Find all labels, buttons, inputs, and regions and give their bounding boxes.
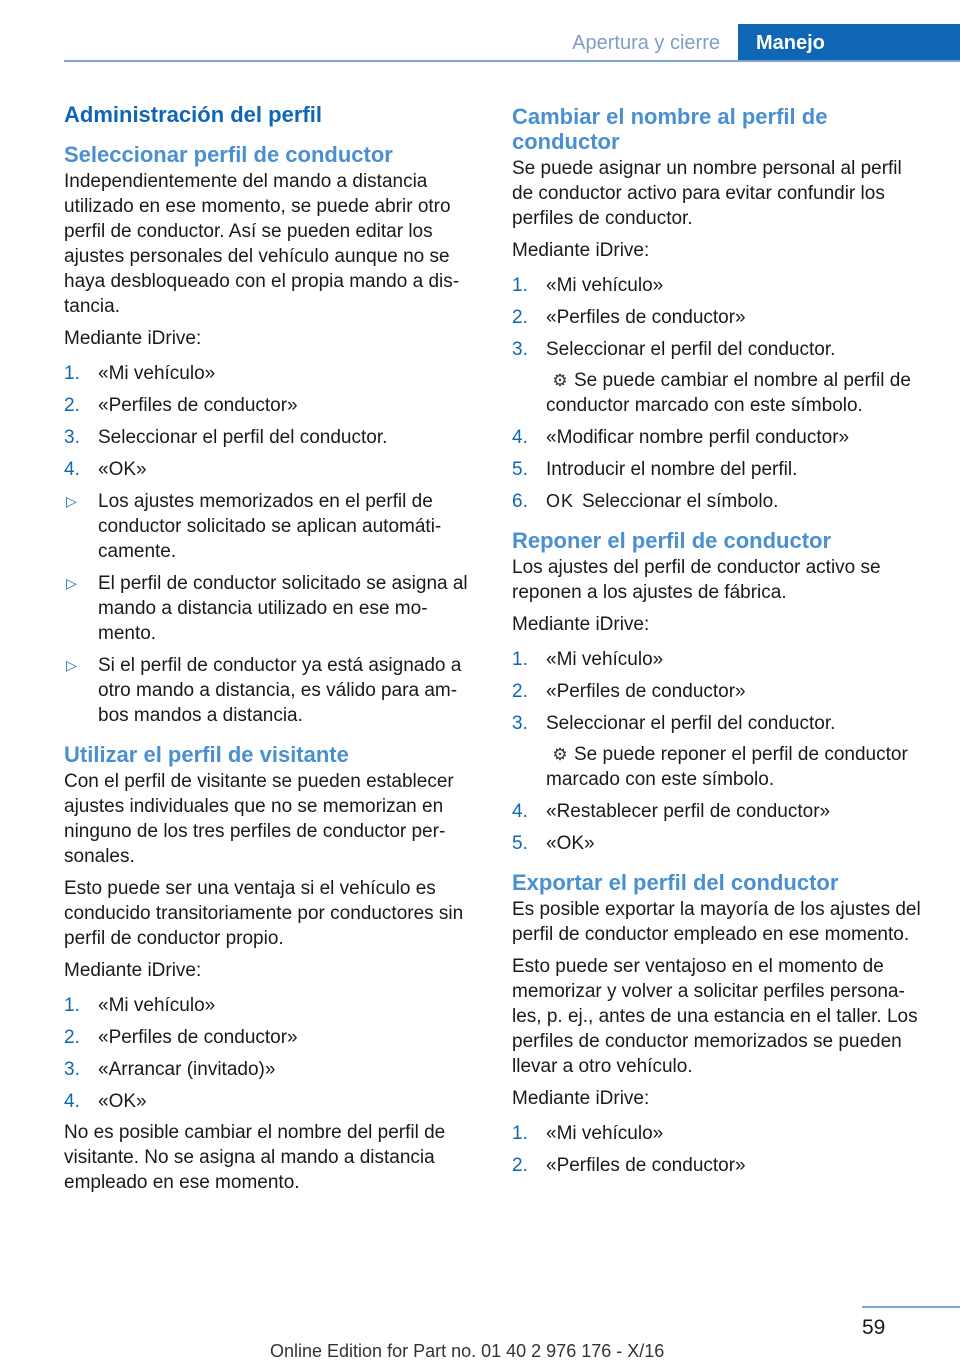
rename-profile-title: Cambiar el nombre al perfil de conductor	[512, 104, 828, 154]
list-item	[512, 708, 926, 796]
step-text: Seleccionar el perfil del conductor.	[98, 427, 388, 448]
triangle-bullet-icon: ▷	[66, 657, 77, 673]
step-number: 1.	[512, 1123, 528, 1144]
list-item	[64, 358, 478, 390]
header-tab-manejo[interactable]: Manejo	[738, 24, 960, 62]
step-number: 3.	[64, 427, 80, 448]
list-item	[64, 1054, 478, 1086]
gear-icon: ⚙	[552, 745, 568, 764]
step-text: Seleccionar el perfil del conductor.	[546, 339, 836, 360]
rename-profile-steps	[512, 270, 926, 518]
gear-icon: ⚙	[552, 371, 568, 390]
bullet-text: Los ajustes memorizados en el perfil de conductor solicitado se aplican automáticamente.	[98, 491, 442, 562]
list-item	[512, 486, 926, 518]
step-text: «Restablecer perfil de conductor»	[546, 801, 831, 822]
step-text: «Mi vehículo»	[546, 1123, 664, 1144]
ok-icon: OK	[546, 491, 575, 511]
step-text: «Modificar nombre perfil conductor»	[546, 427, 850, 448]
export-profile-text: Es posible exportar la mayoría de los ajustes del perfil de conductor empleado en ese momento.	[512, 899, 921, 945]
reset-profile-title: Reponer el perfil de conductor	[512, 528, 832, 553]
step-number: 2.	[512, 681, 528, 702]
step-note	[546, 736, 926, 792]
list-item	[64, 486, 478, 568]
right-column	[512, 100, 926, 1192]
step-number: 1.	[64, 363, 80, 384]
list-item	[512, 270, 926, 302]
step-text: «Arrancar (invitado)»	[98, 1059, 276, 1080]
bullet-text: Si el perfil de conductor ya está asignado a otro mando a distancia, es válido para ambos mandos a distancia.	[98, 655, 462, 726]
section-title: Administración del perfil	[64, 102, 322, 127]
guest-profile-note: No es posible cambiar el nombre del perfil de visitante. No se asigna al mando a distancia empleado en ese momento.	[64, 1122, 446, 1193]
step-number: 2.	[512, 1155, 528, 1176]
header-rule	[64, 60, 960, 62]
list-item	[64, 990, 478, 1022]
list-item	[64, 1022, 478, 1054]
step-number: 6.	[512, 491, 528, 512]
step-number: 3.	[512, 713, 528, 734]
step-text: «Perfiles de conductor»	[546, 681, 746, 702]
list-item	[64, 422, 478, 454]
guest-profile-text: Con el perfil de visitante se pueden establecer ajustes individuales que no se memorizan en ninguno de los tres perfiles de conductor personales.	[64, 771, 454, 867]
export-profile-title: Exportar el perfil del conductor	[512, 870, 839, 895]
step-number: 4.	[64, 459, 80, 480]
step-text: «Mi vehículo»	[98, 363, 216, 384]
list-item	[512, 828, 926, 860]
step-text: «Mi vehículo»	[546, 275, 664, 296]
select-profile-via: Mediante iDrive:	[64, 328, 202, 349]
step-number: 1.	[512, 649, 528, 670]
step-number: 3.	[64, 1059, 80, 1080]
guest-profile-text-2: Esto puede ser una ventaja si el vehículo es conducido transitoriamente por conductores sin perfil de conductor propio.	[64, 878, 464, 949]
step-number: 5.	[512, 459, 528, 480]
step-text: «OK»	[546, 833, 595, 854]
list-item	[64, 650, 478, 732]
reset-profile-via: Mediante iDrive:	[512, 614, 650, 635]
step-text: «Mi vehículo»	[546, 649, 664, 670]
list-item	[512, 796, 926, 828]
export-profile-text-2: Esto puede ser ventajoso en el momento de memorizar y volver a solicitar perfiles personales, p. ej., antes de una estancia en el taller. Los perfiles de conductor memorizados se pueden llevar a otro vehículo.	[512, 956, 918, 1077]
step-text: «Mi vehículo»	[98, 995, 216, 1016]
list-item	[512, 676, 926, 708]
step-text: Introducir el nombre del perfil.	[546, 459, 798, 480]
rename-profile-text: Se puede asignar un nombre personal al perfil de conductor activo para evitar confundir los perfiles de conductor.	[512, 158, 902, 229]
step-number: 2.	[64, 395, 80, 416]
step-number: 1.	[512, 275, 528, 296]
select-profile-steps	[64, 358, 478, 732]
list-item	[512, 422, 926, 454]
select-profile-text: Independientemente del mando a distancia utilizado en ese momento, se puede abrir otro perfil de conductor. Así se pueden editar los ajustes personales del vehículo aunque no se haya desbloqueado con el propia mando a distancia.	[64, 171, 460, 317]
step-number: 1.	[64, 995, 80, 1016]
triangle-bullet-icon: ▷	[66, 493, 77, 509]
list-item	[64, 454, 478, 486]
step-text: «OK»	[98, 1091, 147, 1112]
export-profile-steps	[512, 1118, 926, 1182]
list-item	[64, 568, 478, 650]
edition-line: Online Edition for Part no. 01 40 2 976 176 - X/16	[270, 1341, 665, 1361]
list-item	[512, 1118, 926, 1150]
step-text: «Perfiles de conductor»	[546, 307, 746, 328]
step-number: 5.	[512, 833, 528, 854]
page-number: 59	[862, 1316, 886, 1339]
step-number: 4.	[512, 427, 528, 448]
step-text: «Perfiles de conductor»	[98, 395, 298, 416]
guest-profile-steps	[64, 990, 478, 1118]
step-number: 3.	[512, 339, 528, 360]
header-tab-apertura[interactable]: Apertura y cierre	[572, 32, 720, 54]
step-note-text: Se puede reponer el perfil de conductor marcado con este símbolo.	[546, 744, 908, 790]
step-number: 4.	[512, 801, 528, 822]
guest-profile-via: Mediante iDrive:	[64, 960, 202, 981]
rename-profile-via: Mediante iDrive:	[512, 240, 650, 261]
step-number: 2.	[512, 307, 528, 328]
reset-profile-text: Los ajustes del perfil de conductor activo se reponen a los ajustes de fábrica.	[512, 557, 881, 603]
list-item	[512, 644, 926, 676]
list-item	[512, 454, 926, 486]
triangle-bullet-icon: ▷	[66, 575, 77, 591]
export-profile-via: Mediante iDrive:	[512, 1088, 650, 1109]
list-item	[512, 302, 926, 334]
step-text: Seleccionar el símbolo.	[582, 491, 779, 512]
list-item	[64, 390, 478, 422]
step-text: Seleccionar el perfil del conductor.	[546, 713, 836, 734]
step-text: «OK»	[98, 459, 147, 480]
step-number: 2.	[64, 1027, 80, 1048]
bullet-text: El perfil de conductor solicitado se asigna al mando a distancia utilizado en ese momento.	[98, 573, 468, 644]
step-number: 4.	[64, 1091, 80, 1112]
reset-profile-steps	[512, 644, 926, 860]
footer-rule	[862, 1306, 960, 1308]
step-note-text: Se puede cambiar el nombre al perfil de conductor marcado con este símbolo.	[546, 370, 911, 416]
list-item	[64, 1086, 478, 1118]
step-text: «Perfiles de conductor»	[98, 1027, 298, 1048]
guest-profile-title: Utilizar el perfil de visitante	[64, 742, 349, 767]
list-item	[512, 1150, 926, 1182]
list-item	[512, 334, 926, 422]
step-text: «Perfiles de conductor»	[546, 1155, 746, 1176]
step-note	[546, 362, 926, 418]
select-profile-title: Seleccionar perfil de conductor	[64, 142, 393, 167]
left-column	[64, 100, 478, 1202]
